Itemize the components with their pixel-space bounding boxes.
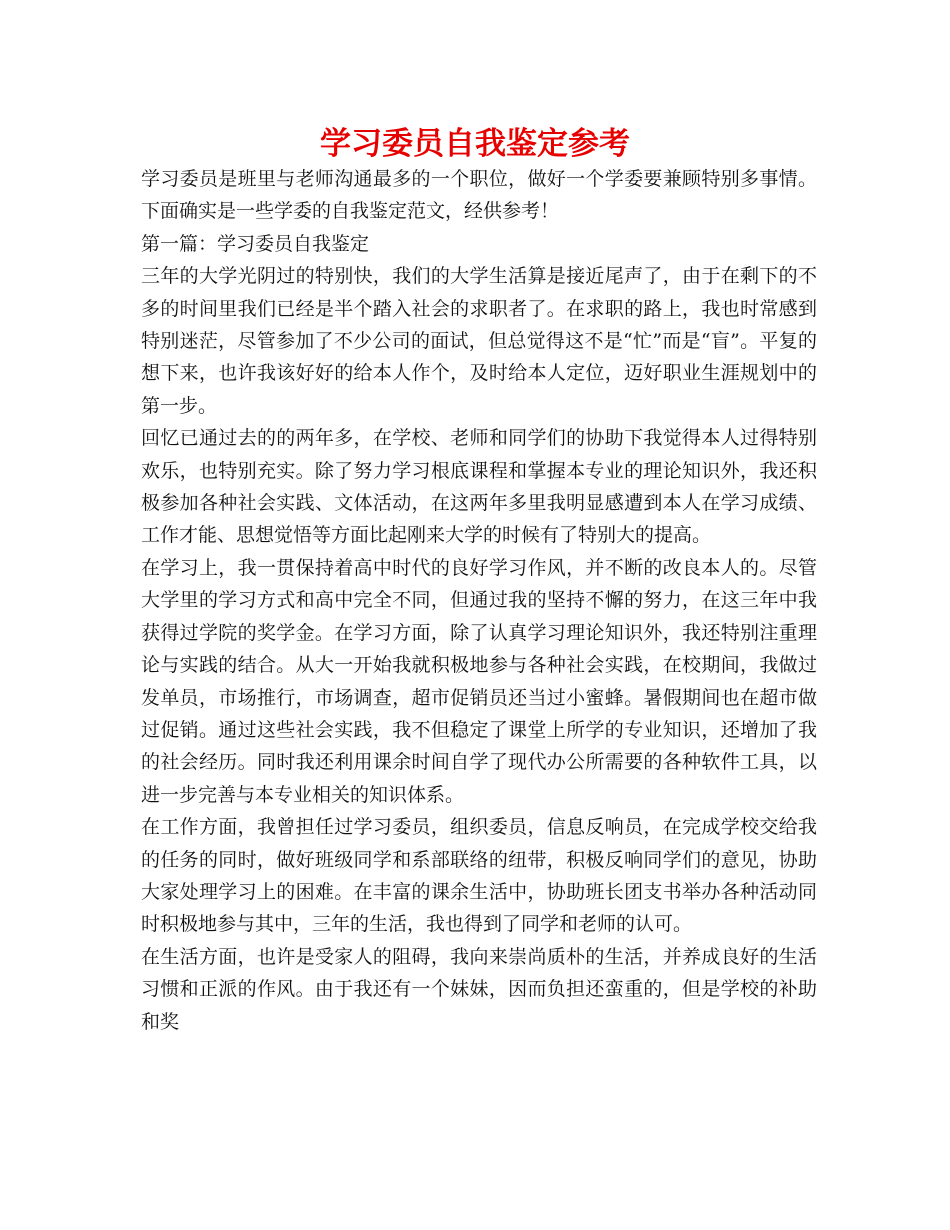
body-paragraph: 回忆已通过去的的两年多，在学校、老师和同学们的协助下我觉得本人过得特别欢乐，也特别充实。除了努力学习根底课程和掌握本专业的理论知识外，我还积极参加各种社会实践、文体活动，在这两年多里我明显感遭到本人在学习成绩、工作才能、思想觉悟等方面比起刚来大学的时候有了特别大的提高。 [141, 427, 817, 547]
intro-paragraph: 学习委员是班里与老师沟通最多的一个职位，做好一个学委要兼顾特别多事情。下面确实是一些学委的自我鉴定范文，经供参考！ [141, 168, 817, 223]
document-title: 学习委员自我鉴定参考 [320, 126, 630, 162]
body-paragraph: 在工作方面，我曾担任过学习委员，组织委员，信息反响员，在完成学校交给我的任务的同时，做好班级同学和系部联络的纽带，积极反响同学们的意见，协助大家处理学习上的困难。在丰富的课余生活中，协助班长团支书举办各种活动同时积极地参与其中，三年的生活，我也得到了同学和老师的认可。 [141, 816, 817, 936]
section-heading: 第一篇：学习委员自我鉴定 [141, 232, 370, 255]
body-paragraph: 在学习上，我一贯保持着高中时代的良好学习作风，并不断的改良本人的。尽管大学里的学习方式和高中完全不同，但通过我的坚持不懈的努力，在这三年中我获得过学院的奖学金。在学习方面，除了认真学习理论知识外，我还特别注重理论与实践的结合。从大一开始我就积极地参与各种社会实践，在校期间，我做过发单员，市场推行，市场调查，超市促销员还当过小蜜蜂。暑假期间也在超市做过促销。通过这些社会实践，我不但稳定了课堂上所学的专业知识，还增加了我的社会经历。同时我还利用课余时间自学了现代办公所需要的各种软件工具，以进一步完善与本专业相关的知识体系。 [141, 556, 817, 806]
body-paragraph: 在生活方面，也许是受家人的阻碍，我向来崇尚质朴的生活，并养成良好的生活习惯和正派的作风。由于我还有一个妹妹，因而负担还蛮重的，但是学校的补助和奖 [141, 945, 817, 1033]
document-body [141, 163, 817, 1038]
body-paragraph: 三年的大学光阴过的特别快，我们的大学生活算是接近尾声了，由于在剩下的不多的时间里我们已经是半个踏入社会的求职者了。在求职的路上，我也时常感到特别迷茫，尽管参加了不少公司的面试，但总觉得这不是“忙”而是“盲”。平复的想下来，也许我该好好的给本人作个，及时给本人定位，迈好职业生涯规划中的第一步。 [141, 265, 817, 417]
